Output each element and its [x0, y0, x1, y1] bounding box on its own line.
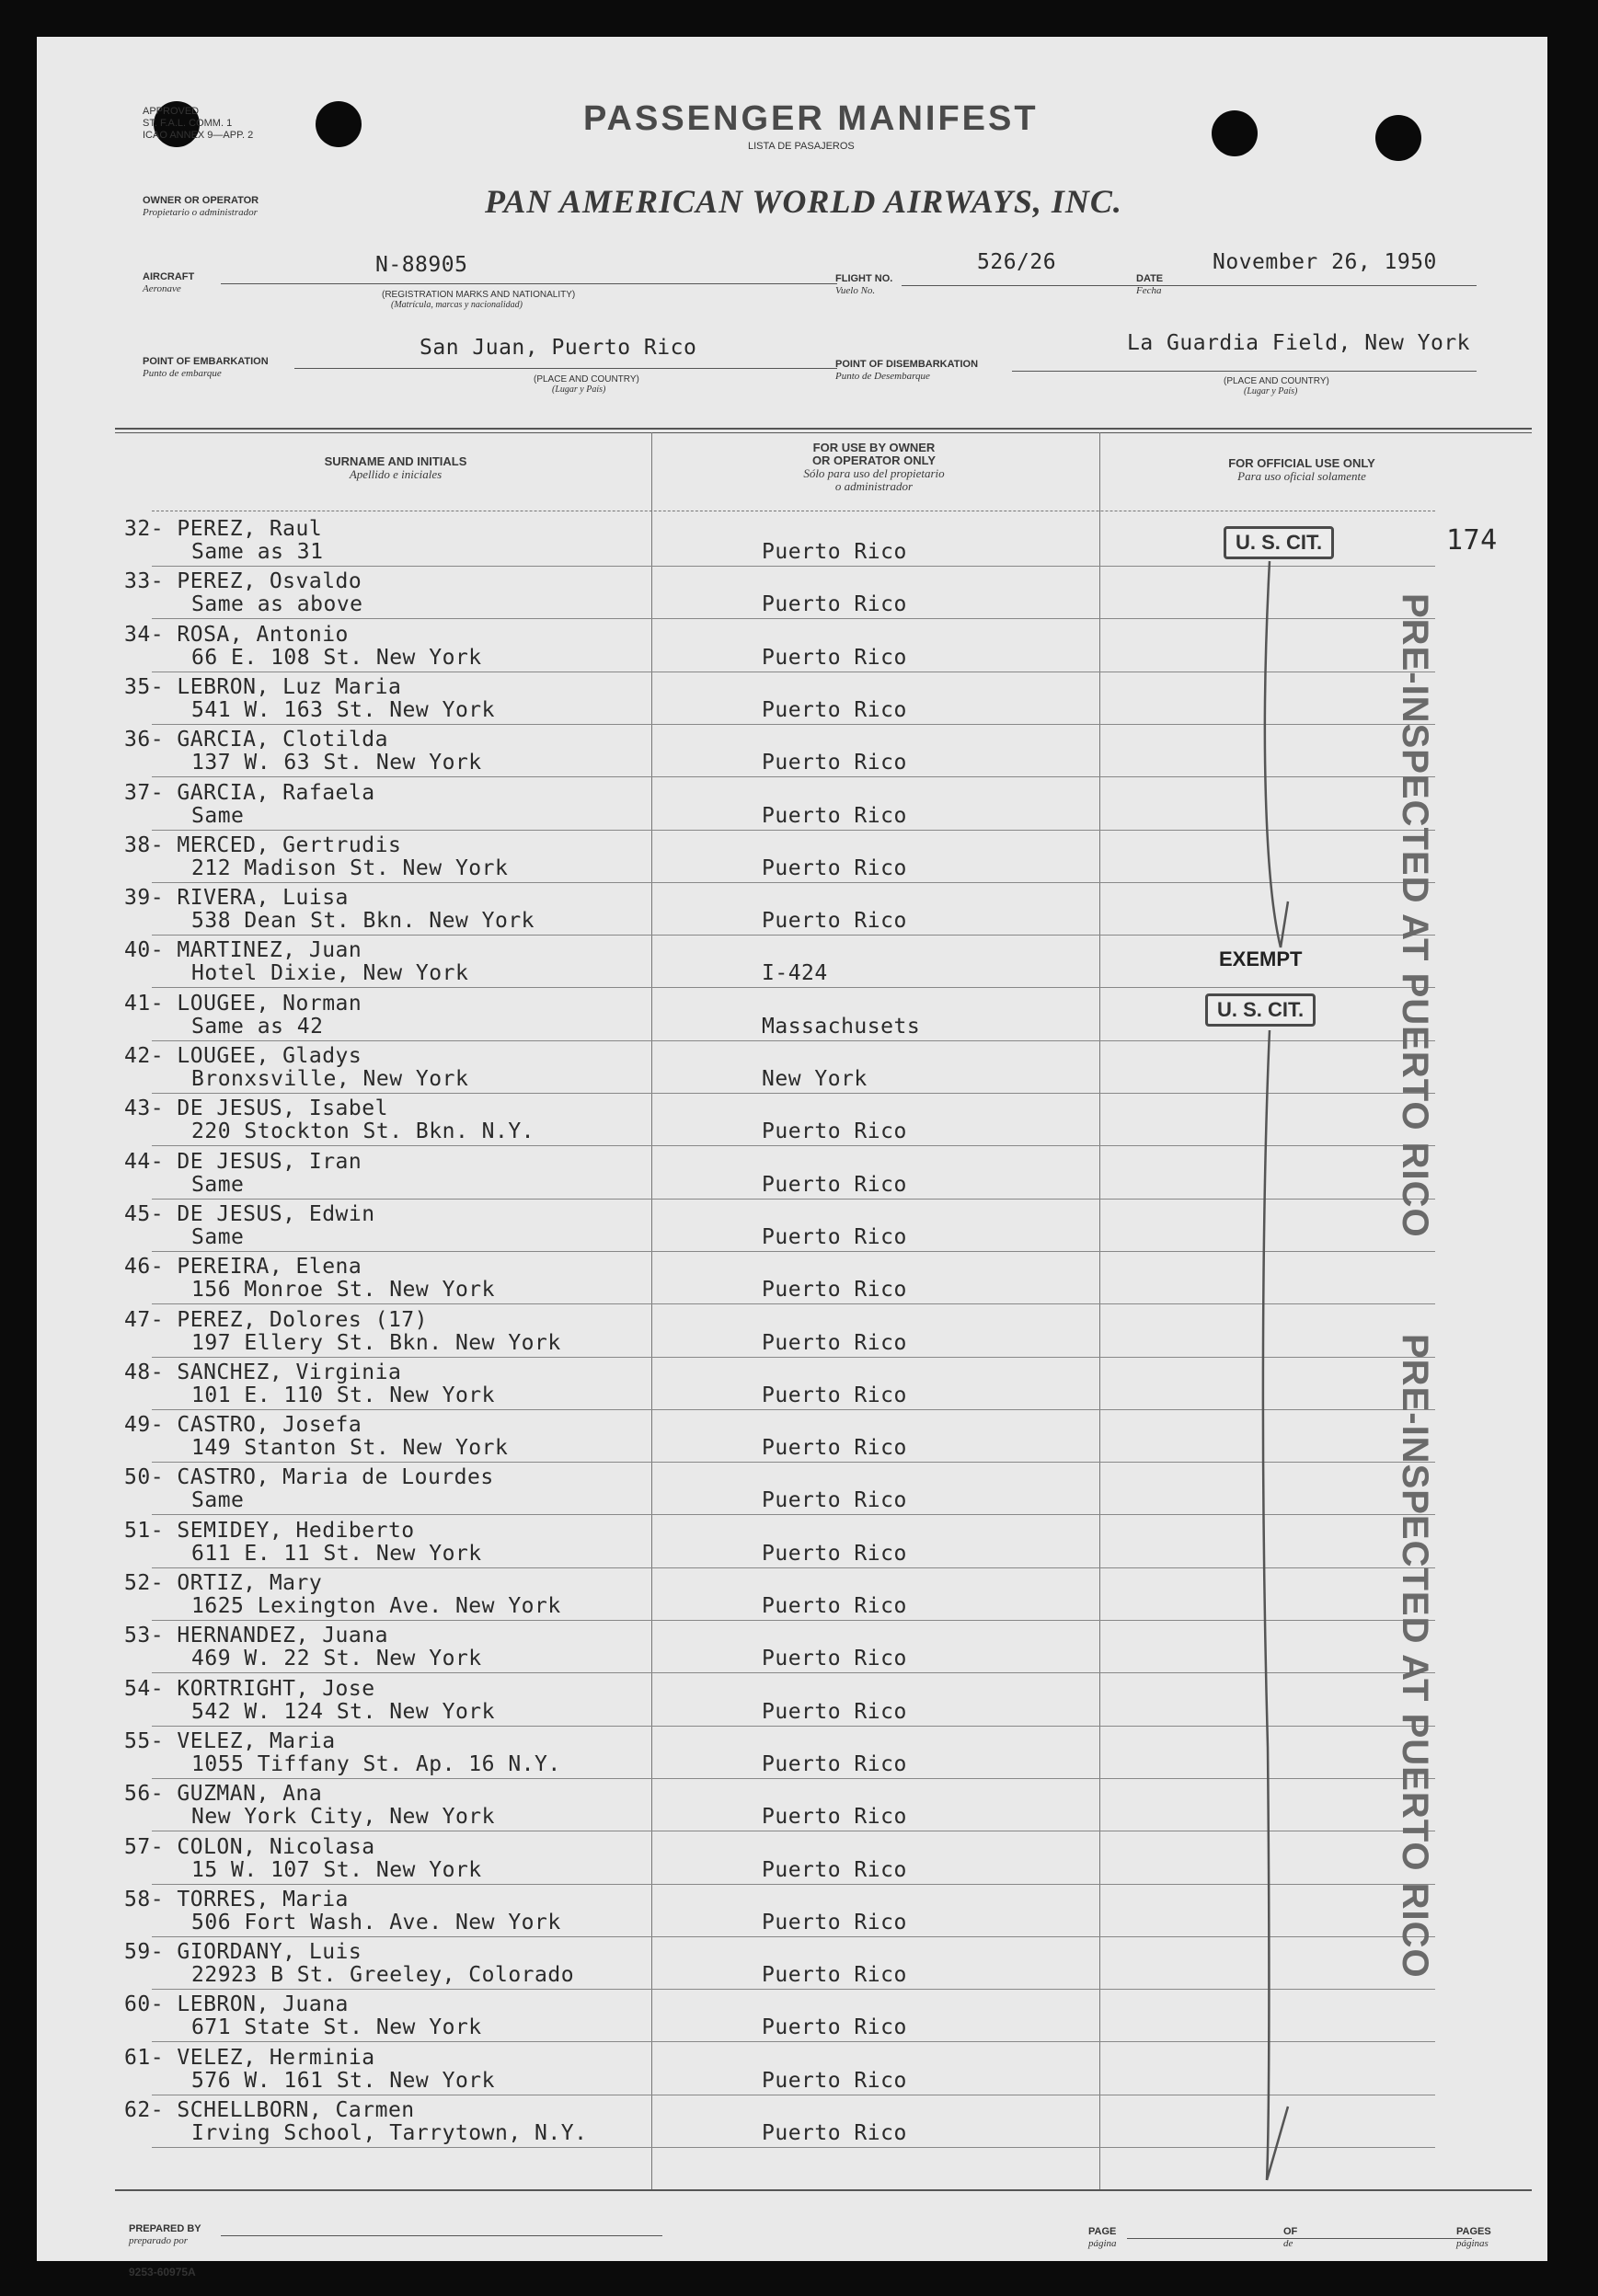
- passenger-address: 66 E. 108 St. New York: [191, 646, 482, 670]
- place-caption-2: (PLACE AND COUNTRY): [1224, 376, 1329, 386]
- exempt-stamp: EXEMPT: [1219, 947, 1303, 970]
- of-label-es: de: [1283, 2238, 1293, 2249]
- embarkation-value: San Juan, Puerto Rico: [420, 336, 697, 360]
- passenger-name: 59- GIORDANY, Luis: [124, 1940, 362, 1964]
- passenger-name: 37- GARCIA, Rafaela: [124, 781, 375, 805]
- passenger-address: 212 Madison St. New York: [191, 856, 509, 880]
- passenger-origin: Massachusets: [762, 1015, 921, 1039]
- of-underline: [1306, 2238, 1472, 2239]
- approved-line-3: ICAO ANNEX 9—APP. 2: [143, 130, 254, 141]
- passenger-address: 541 W. 163 St. New York: [191, 698, 495, 722]
- column-divider-2: [1099, 432, 1100, 2189]
- preinspected-stamp-1: PRE-INSPECTED AT PUERTO RICO: [1395, 593, 1435, 1238]
- passenger-address: Irving School, Tarrytown, N.Y.: [191, 2121, 588, 2145]
- passenger-origin: Puerto Rico: [762, 698, 907, 722]
- passenger-name: 57- COLON, Nicolasa: [124, 1835, 375, 1859]
- prepared-by-underline: [221, 2235, 662, 2236]
- column-divider-1: [651, 432, 652, 2189]
- passenger-origin: Puerto Rico: [762, 1594, 907, 1618]
- registration-caption-es: (Matrícula, marcas y nacionalidad): [391, 300, 523, 310]
- col-header-official-use: FOR OFFICIAL USE ONLY Para uso oficial solamente: [1228, 456, 1375, 483]
- disembarkation-label-es: Punto de Desembarque: [835, 371, 930, 382]
- owner-label-es: Propietario o administrador: [143, 207, 258, 218]
- flight-label-es: Vuelo No.: [835, 285, 876, 296]
- preinspected-stamp-2: PRE-INSPECTED AT PUERTO RICO: [1395, 1334, 1435, 1979]
- passenger-origin: Puerto Rico: [762, 751, 907, 775]
- passenger-origin: Puerto Rico: [762, 646, 907, 670]
- passenger-address: 469 W. 22 St. New York: [191, 1647, 482, 1670]
- date-label-es: Fecha: [1136, 285, 1162, 296]
- passenger-address: Same: [191, 1173, 245, 1197]
- passenger-name: 50- CASTRO, Maria de Lourdes: [124, 1465, 494, 1489]
- registration-caption: (REGISTRATION MARKS AND NATIONALITY): [382, 290, 576, 300]
- aircraft-label: AIRCRAFT: [143, 271, 195, 282]
- footer-rule: [115, 2189, 1532, 2191]
- passenger-name: 55- VELEZ, Maria: [124, 1729, 336, 1753]
- form-number: 9253-60975A: [129, 2266, 196, 2279]
- passenger-address: 137 W. 63 St. New York: [191, 751, 482, 775]
- passenger-name: 45- DE JESUS, Edwin: [124, 1202, 375, 1226]
- passenger-address: 611 E. 11 St. New York: [191, 1542, 482, 1566]
- passenger-name: 58- TORRES, Maria: [124, 1888, 349, 1911]
- passenger-origin: Puerto Rico: [762, 1858, 907, 1882]
- passenger-address: Same as above: [191, 592, 363, 616]
- passenger-name: 35- LEBRON, Luz Maria: [124, 675, 402, 699]
- table-top-rule: [115, 428, 1532, 430]
- passenger-name: 32- PEREZ, Raul: [124, 517, 323, 541]
- passenger-address: 101 E. 110 St. New York: [191, 1383, 495, 1407]
- passenger-origin: Puerto Rico: [762, 1963, 907, 1987]
- passenger-name: 60- LEBRON, Juana: [124, 1992, 349, 2016]
- passenger-origin: Puerto Rico: [762, 1436, 907, 1460]
- passenger-origin: Puerto Rico: [762, 2121, 907, 2145]
- passenger-name: 39- RIVERA, Luisa: [124, 886, 349, 910]
- aircraft-value: N-88905: [375, 253, 468, 277]
- embarkation-label: POINT OF EMBARKATION: [143, 356, 269, 367]
- passenger-origin: Puerto Rico: [762, 1647, 907, 1670]
- place-caption: (PLACE AND COUNTRY): [534, 374, 639, 385]
- form-title: PASSENGER MANIFEST: [583, 99, 1039, 138]
- punch-hole-2: [316, 101, 362, 147]
- pages-label: PAGES: [1456, 2226, 1491, 2237]
- passenger-address: Same: [191, 1488, 245, 1512]
- embarkation-label-es: Punto de embarque: [143, 368, 222, 379]
- passenger-address: 15 W. 107 St. New York: [191, 1858, 482, 1882]
- passenger-name: 52- ORTIZ, Mary: [124, 1571, 323, 1595]
- passenger-address: 506 Fort Wash. Ave. New York: [191, 1911, 561, 1934]
- punch-hole-3: [1212, 110, 1258, 156]
- passenger-origin: Puerto Rico: [762, 1488, 907, 1512]
- passenger-origin: Puerto Rico: [762, 1383, 907, 1407]
- passenger-name: 42- LOUGEE, Gladys: [124, 1044, 362, 1068]
- passenger-origin: Puerto Rico: [762, 1225, 907, 1249]
- passenger-origin: Puerto Rico: [762, 1911, 907, 1934]
- punch-hole-4: [1375, 115, 1421, 161]
- passenger-address: 1625 Lexington Ave. New York: [191, 1594, 561, 1618]
- passenger-origin: Puerto Rico: [762, 1173, 907, 1197]
- passenger-name: 53- HERNANDEZ, Juana: [124, 1624, 388, 1647]
- passenger-name: 61- VELEZ, Herminia: [124, 2046, 375, 2070]
- passenger-name: 36- GARCIA, Clotilda: [124, 728, 388, 752]
- official-bracket-line: [1214, 552, 1362, 2208]
- passenger-address: 149 Stanton St. New York: [191, 1436, 509, 1460]
- passenger-name: 49- CASTRO, Josefa: [124, 1413, 362, 1437]
- passenger-address: 197 Ellery St. Bkn. New York: [191, 1331, 561, 1355]
- passenger-address: 1055 Tiffany St. Ap. 16 N.Y.: [191, 1752, 561, 1776]
- passenger-origin: Puerto Rico: [762, 540, 907, 564]
- passenger-address: 538 Dean St. Bkn. New York: [191, 909, 535, 933]
- manifest-sheet: [37, 37, 1547, 2279]
- passenger-address: 220 Stockton St. Bkn. N.Y.: [191, 1119, 535, 1143]
- prepared-by-label-es: preparado por: [129, 2235, 189, 2246]
- aircraft-label-es: Aeronave: [143, 283, 181, 294]
- date-underline: [1173, 285, 1477, 286]
- disembarkation-underline: [1012, 371, 1477, 372]
- passenger-origin: Puerto Rico: [762, 2015, 907, 2039]
- operator-name: PAN AMERICAN WORLD AIRWAYS, INC.: [485, 183, 1122, 220]
- passenger-address: Same as 31: [191, 540, 324, 564]
- passenger-address: Same: [191, 1225, 245, 1249]
- disembarkation-value: La Guardia Field, New York: [1127, 331, 1471, 355]
- passenger-origin: Puerto Rico: [762, 856, 907, 880]
- passenger-name: 34- ROSA, Antonio: [124, 623, 349, 647]
- official-number: 174: [1446, 524, 1498, 557]
- us-citizen-stamp-2: U. S. CIT.: [1205, 993, 1316, 1027]
- passenger-name: 38- MERCED, Gertrudis: [124, 833, 402, 857]
- place-caption-es: (Lugar y País): [552, 385, 606, 395]
- passenger-name: 44- DE JESUS, Iran: [124, 1150, 362, 1174]
- date-value: November 26, 1950: [1213, 250, 1437, 274]
- passenger-address: Same: [191, 804, 245, 828]
- prepared-by-label: PREPARED BY: [129, 2223, 201, 2234]
- passenger-origin: Puerto Rico: [762, 909, 907, 933]
- passenger-address: 576 W. 161 St. New York: [191, 2069, 495, 2093]
- passenger-address: 542 W. 124 St. New York: [191, 1700, 495, 1724]
- approved-label: APPROVED: [143, 106, 200, 117]
- passenger-origin: Puerto Rico: [762, 592, 907, 616]
- passenger-address: Bronxsville, New York: [191, 1067, 469, 1091]
- passenger-address: New York City, New York: [191, 1805, 495, 1829]
- col-header-owner-use: FOR USE BY OWNER OR OPERATOR ONLY Sólo para uso del propietario o administrador: [803, 441, 945, 493]
- passenger-name: 40- MARTINEZ, Juan: [124, 938, 362, 962]
- passenger-name: 56- GUZMAN, Ana: [124, 1782, 323, 1806]
- passenger-origin: I-424: [762, 961, 828, 985]
- passenger-name: 43- DE JESUS, Isabel: [124, 1096, 388, 1120]
- form-title-es: LISTA DE PASAJEROS: [748, 141, 855, 152]
- passenger-name: 33- PEREZ, Osvaldo: [124, 569, 362, 593]
- page-label-es: página: [1088, 2238, 1117, 2249]
- passenger-address: Hotel Dixie, New York: [191, 961, 469, 985]
- flight-label: FLIGHT NO.: [835, 273, 893, 284]
- passenger-origin: New York: [762, 1067, 868, 1091]
- col-header-surname: SURNAME AND INITIALS Apellido e iniciales: [324, 454, 467, 481]
- passenger-name: 46- PEREIRA, Elena: [124, 1255, 362, 1279]
- table-top-rule-2: [115, 432, 1532, 433]
- owner-label: OWNER OR OPERATOR: [143, 195, 259, 206]
- page-label: PAGE: [1088, 2226, 1117, 2237]
- passenger-origin: Puerto Rico: [762, 2069, 907, 2093]
- passenger-origin: Puerto Rico: [762, 1752, 907, 1776]
- date-label: DATE: [1136, 273, 1164, 284]
- passenger-origin: Puerto Rico: [762, 1805, 907, 1829]
- passenger-origin: Puerto Rico: [762, 1700, 907, 1724]
- passenger-address: 156 Monroe St. New York: [191, 1278, 495, 1302]
- place-caption-2-es: (Lugar y País): [1244, 386, 1298, 396]
- passenger-name: 62- SCHELLBORN, Carmen: [124, 2098, 415, 2122]
- aircraft-underline: [221, 283, 837, 284]
- passenger-name: 47- PEREZ, Dolores (17): [124, 1308, 428, 1332]
- pages-label-es: páginas: [1456, 2238, 1489, 2249]
- passenger-origin: Puerto Rico: [762, 1331, 907, 1355]
- of-label: OF: [1283, 2226, 1298, 2237]
- passenger-name: 51- SEMIDEY, Hediberto: [124, 1519, 415, 1543]
- passenger-address: 22923 B St. Greeley, Colorado: [191, 1963, 575, 1987]
- embarkation-underline: [294, 368, 837, 369]
- flight-value: 526/26: [977, 250, 1057, 274]
- us-citizen-stamp-1: U. S. CIT.: [1224, 526, 1334, 559]
- passenger-origin: Puerto Rico: [762, 804, 907, 828]
- approved-line-2: ST. F.A.L. COMM. 1: [143, 118, 233, 129]
- passenger-name: 41- LOUGEE, Norman: [124, 992, 362, 1016]
- passenger-name: 54- KORTRIGHT, Jose: [124, 1677, 375, 1701]
- passenger-origin: Puerto Rico: [762, 1278, 907, 1302]
- passenger-address: 671 State St. New York: [191, 2015, 482, 2039]
- passenger-name: 48- SANCHEZ, Virginia: [124, 1360, 402, 1384]
- passenger-origin: Puerto Rico: [762, 1542, 907, 1566]
- passenger-address: Same as 42: [191, 1015, 324, 1039]
- passenger-origin: Puerto Rico: [762, 1119, 907, 1143]
- disembarkation-label: POINT OF DISEMBARKATION: [835, 359, 979, 370]
